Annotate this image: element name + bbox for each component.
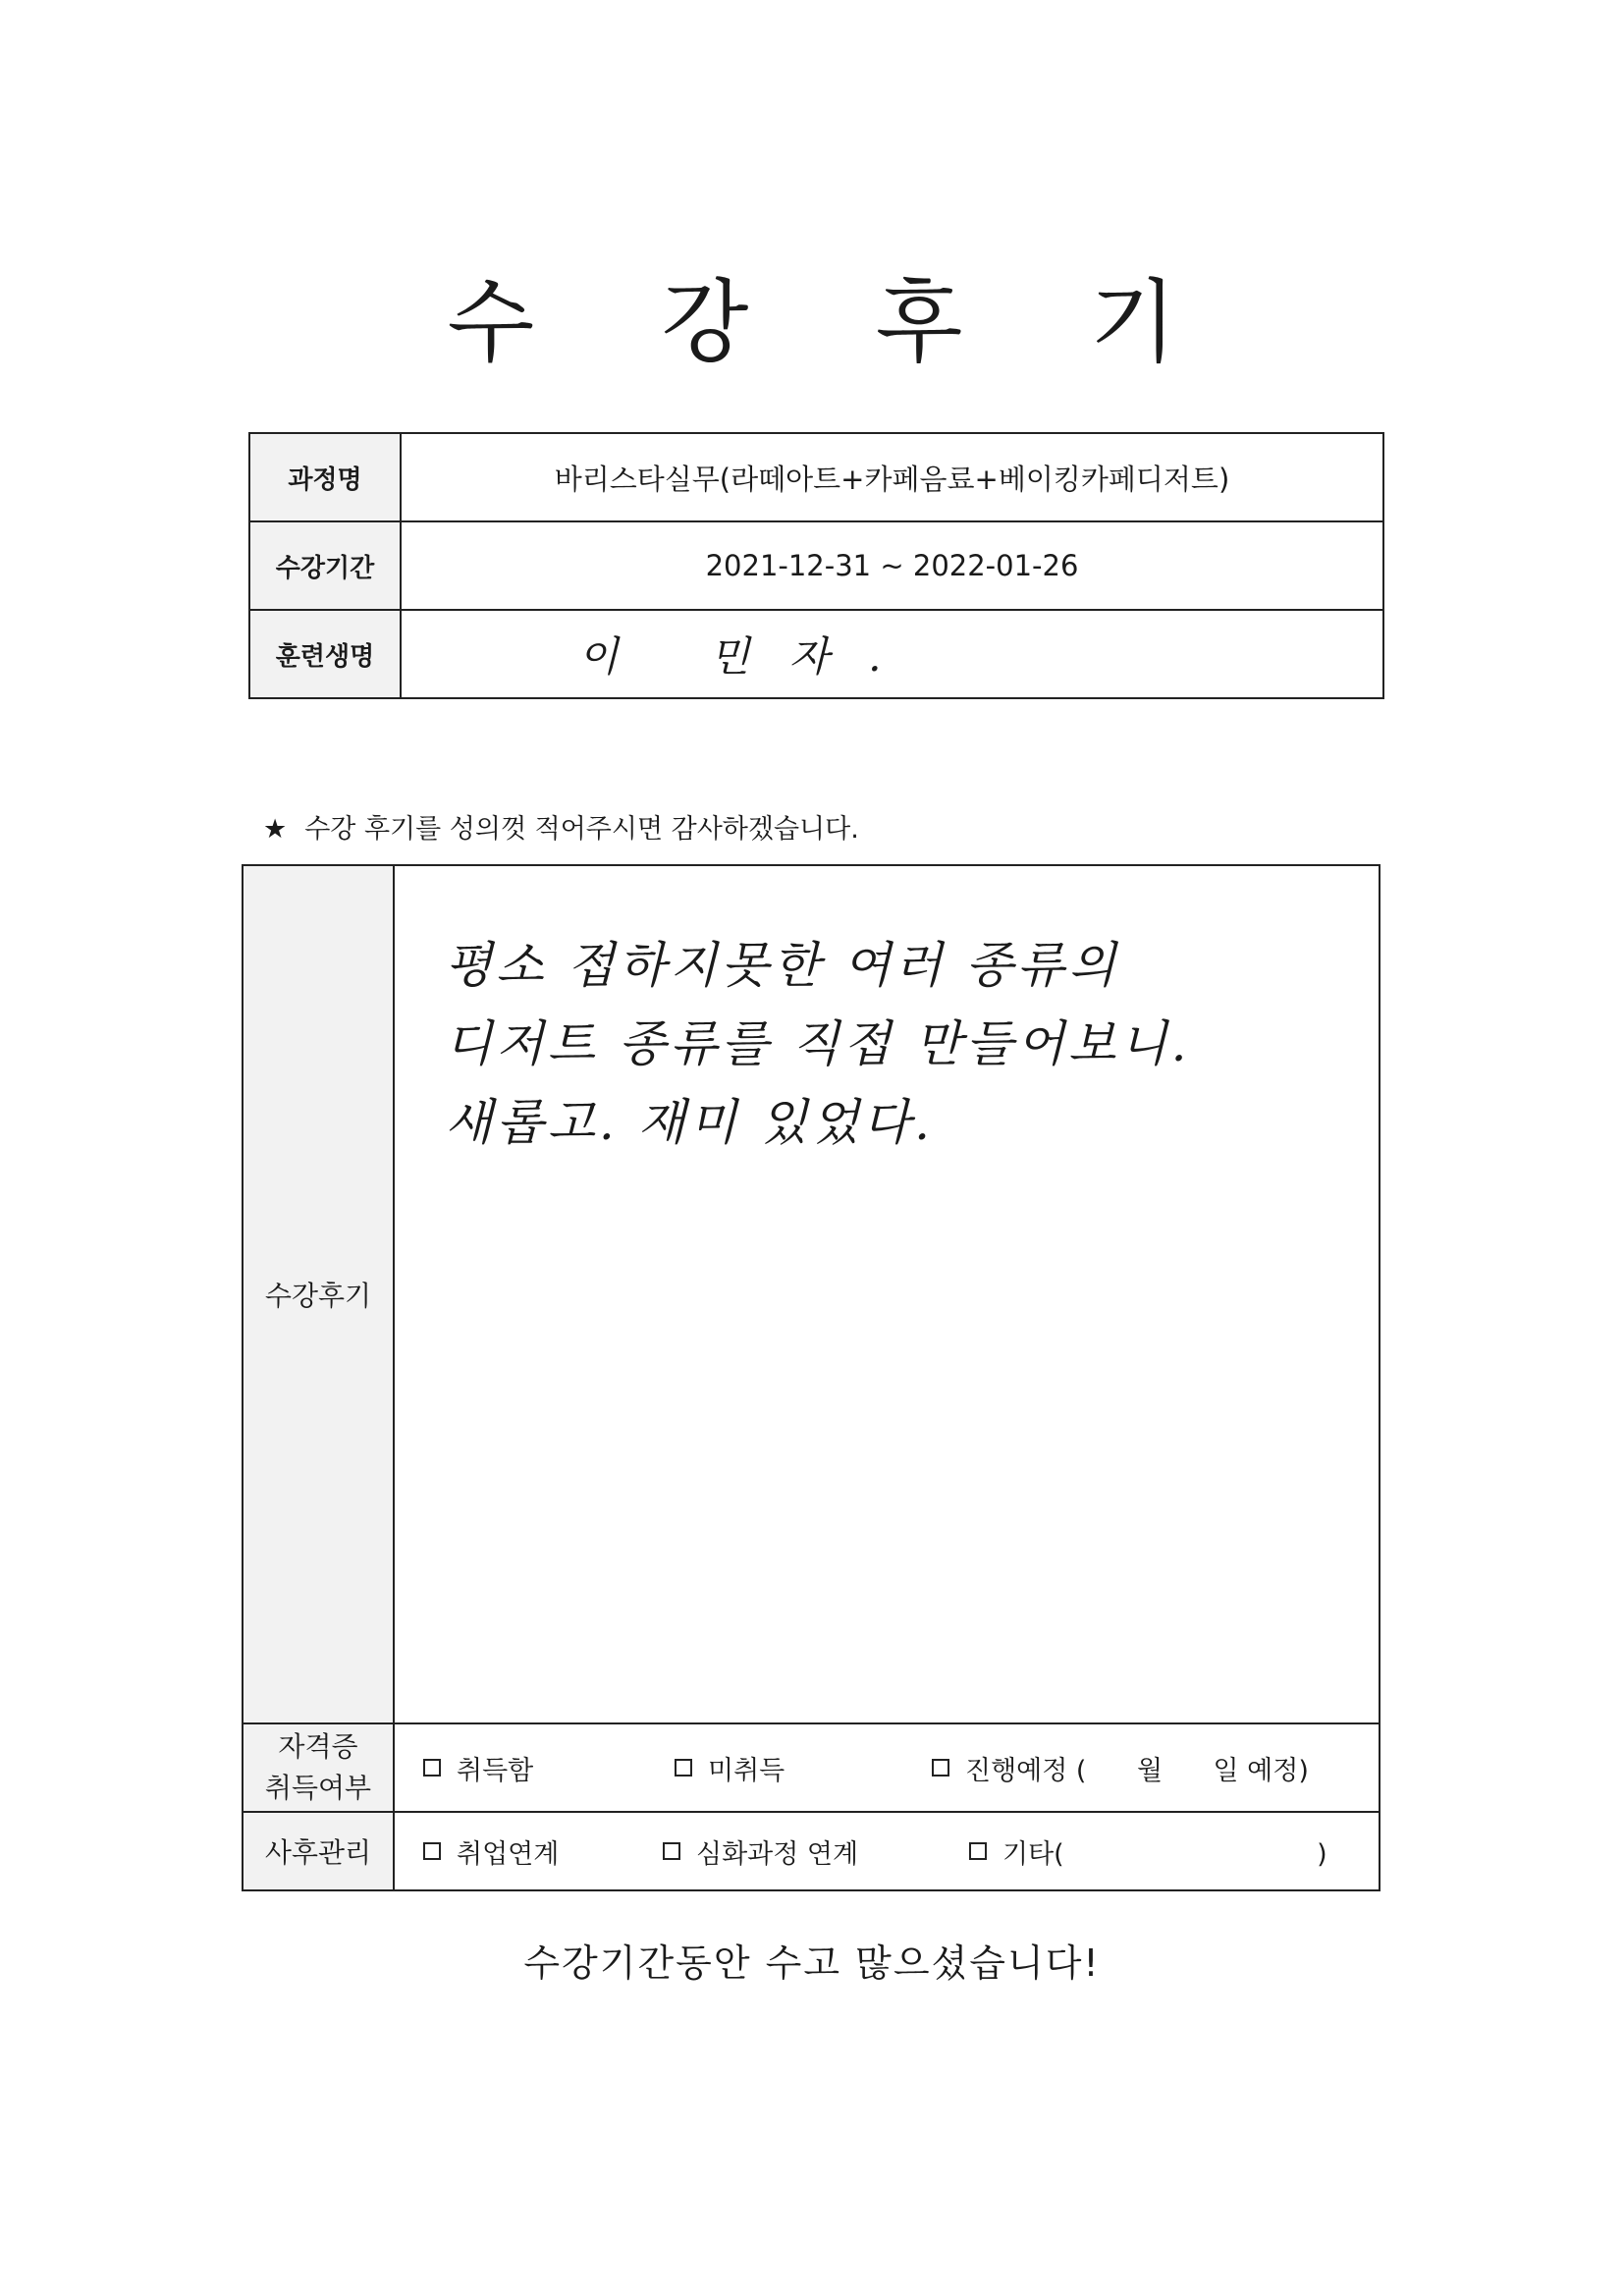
aftercare-options — [394, 1812, 1380, 1890]
option-job-link[interactable] — [423, 1832, 663, 1871]
period-row — [249, 521, 1383, 610]
option-label: 취업연계 — [457, 1838, 560, 1870]
checkbox-icon — [423, 1842, 441, 1860]
course-name-value: 바리스타실무(라떼아트+카페음료+베이킹카페디저트) — [401, 433, 1383, 521]
option-label: 미취득 — [708, 1755, 785, 1786]
page-title: 수 강 후 기 — [447, 270, 1226, 375]
aftercare-label: 사후관리 — [243, 1812, 394, 1890]
course-info-table — [248, 432, 1384, 699]
option-label: 진행예정 ( 월 일 예정) — [965, 1755, 1309, 1786]
trainee-row — [249, 610, 1383, 698]
checkbox-icon — [663, 1842, 680, 1860]
instruction-note — [263, 807, 859, 846]
certificate-label-line1: 자격증 — [278, 1730, 358, 1763]
option-label: 기타( ) — [1002, 1838, 1327, 1870]
review-line: 디저트 종류를 직접 만들어보니. — [445, 1015, 1191, 1072]
checkbox-icon — [969, 1842, 987, 1860]
trainee-name-handwritten: 이 민자. — [401, 610, 1383, 698]
option-advanced-course[interactable] — [663, 1832, 969, 1871]
course-name-label: 과정명 — [249, 433, 401, 521]
checkbox-icon — [932, 1759, 949, 1777]
review-label: 수강후기 — [243, 865, 394, 1723]
certificate-label-line2: 취득여부 — [264, 1772, 372, 1804]
period-value: 2021-12-31 ~ 2022-01-26 — [401, 521, 1383, 610]
trainee-name-label: 훈련생명 — [249, 610, 401, 698]
star-icon: ★ — [263, 814, 288, 845]
review-line: 평소 접하지못한 여러 종류의 — [445, 937, 1120, 994]
closing-message: 수강기간동안 수고 많으셨습니다! — [523, 1941, 1101, 1985]
option-not-acquired[interactable] — [675, 1749, 932, 1787]
aftercare-row — [243, 1812, 1380, 1890]
review-handwritten-area — [394, 865, 1380, 1723]
period-label: 수강기간 — [249, 521, 401, 610]
course-row — [249, 433, 1383, 521]
review-line: 새롭고. 재미 있었다. — [445, 1094, 934, 1151]
review-table — [242, 864, 1380, 1891]
option-label: 취득함 — [457, 1755, 534, 1786]
option-label: 심화과정 연계 — [696, 1838, 859, 1870]
certificate-label — [243, 1723, 394, 1812]
option-other[interactable] — [969, 1832, 1327, 1871]
certificate-row — [243, 1723, 1380, 1812]
checkbox-icon — [423, 1759, 441, 1777]
review-row — [243, 865, 1380, 1723]
certificate-options — [394, 1723, 1380, 1812]
option-planned[interactable] — [932, 1749, 1309, 1787]
option-acquired[interactable] — [423, 1749, 675, 1787]
checkbox-icon — [675, 1759, 692, 1777]
instruction-text: 수강 후기를 성의껏 적어주시면 감사하겠습니다. — [304, 814, 859, 845]
